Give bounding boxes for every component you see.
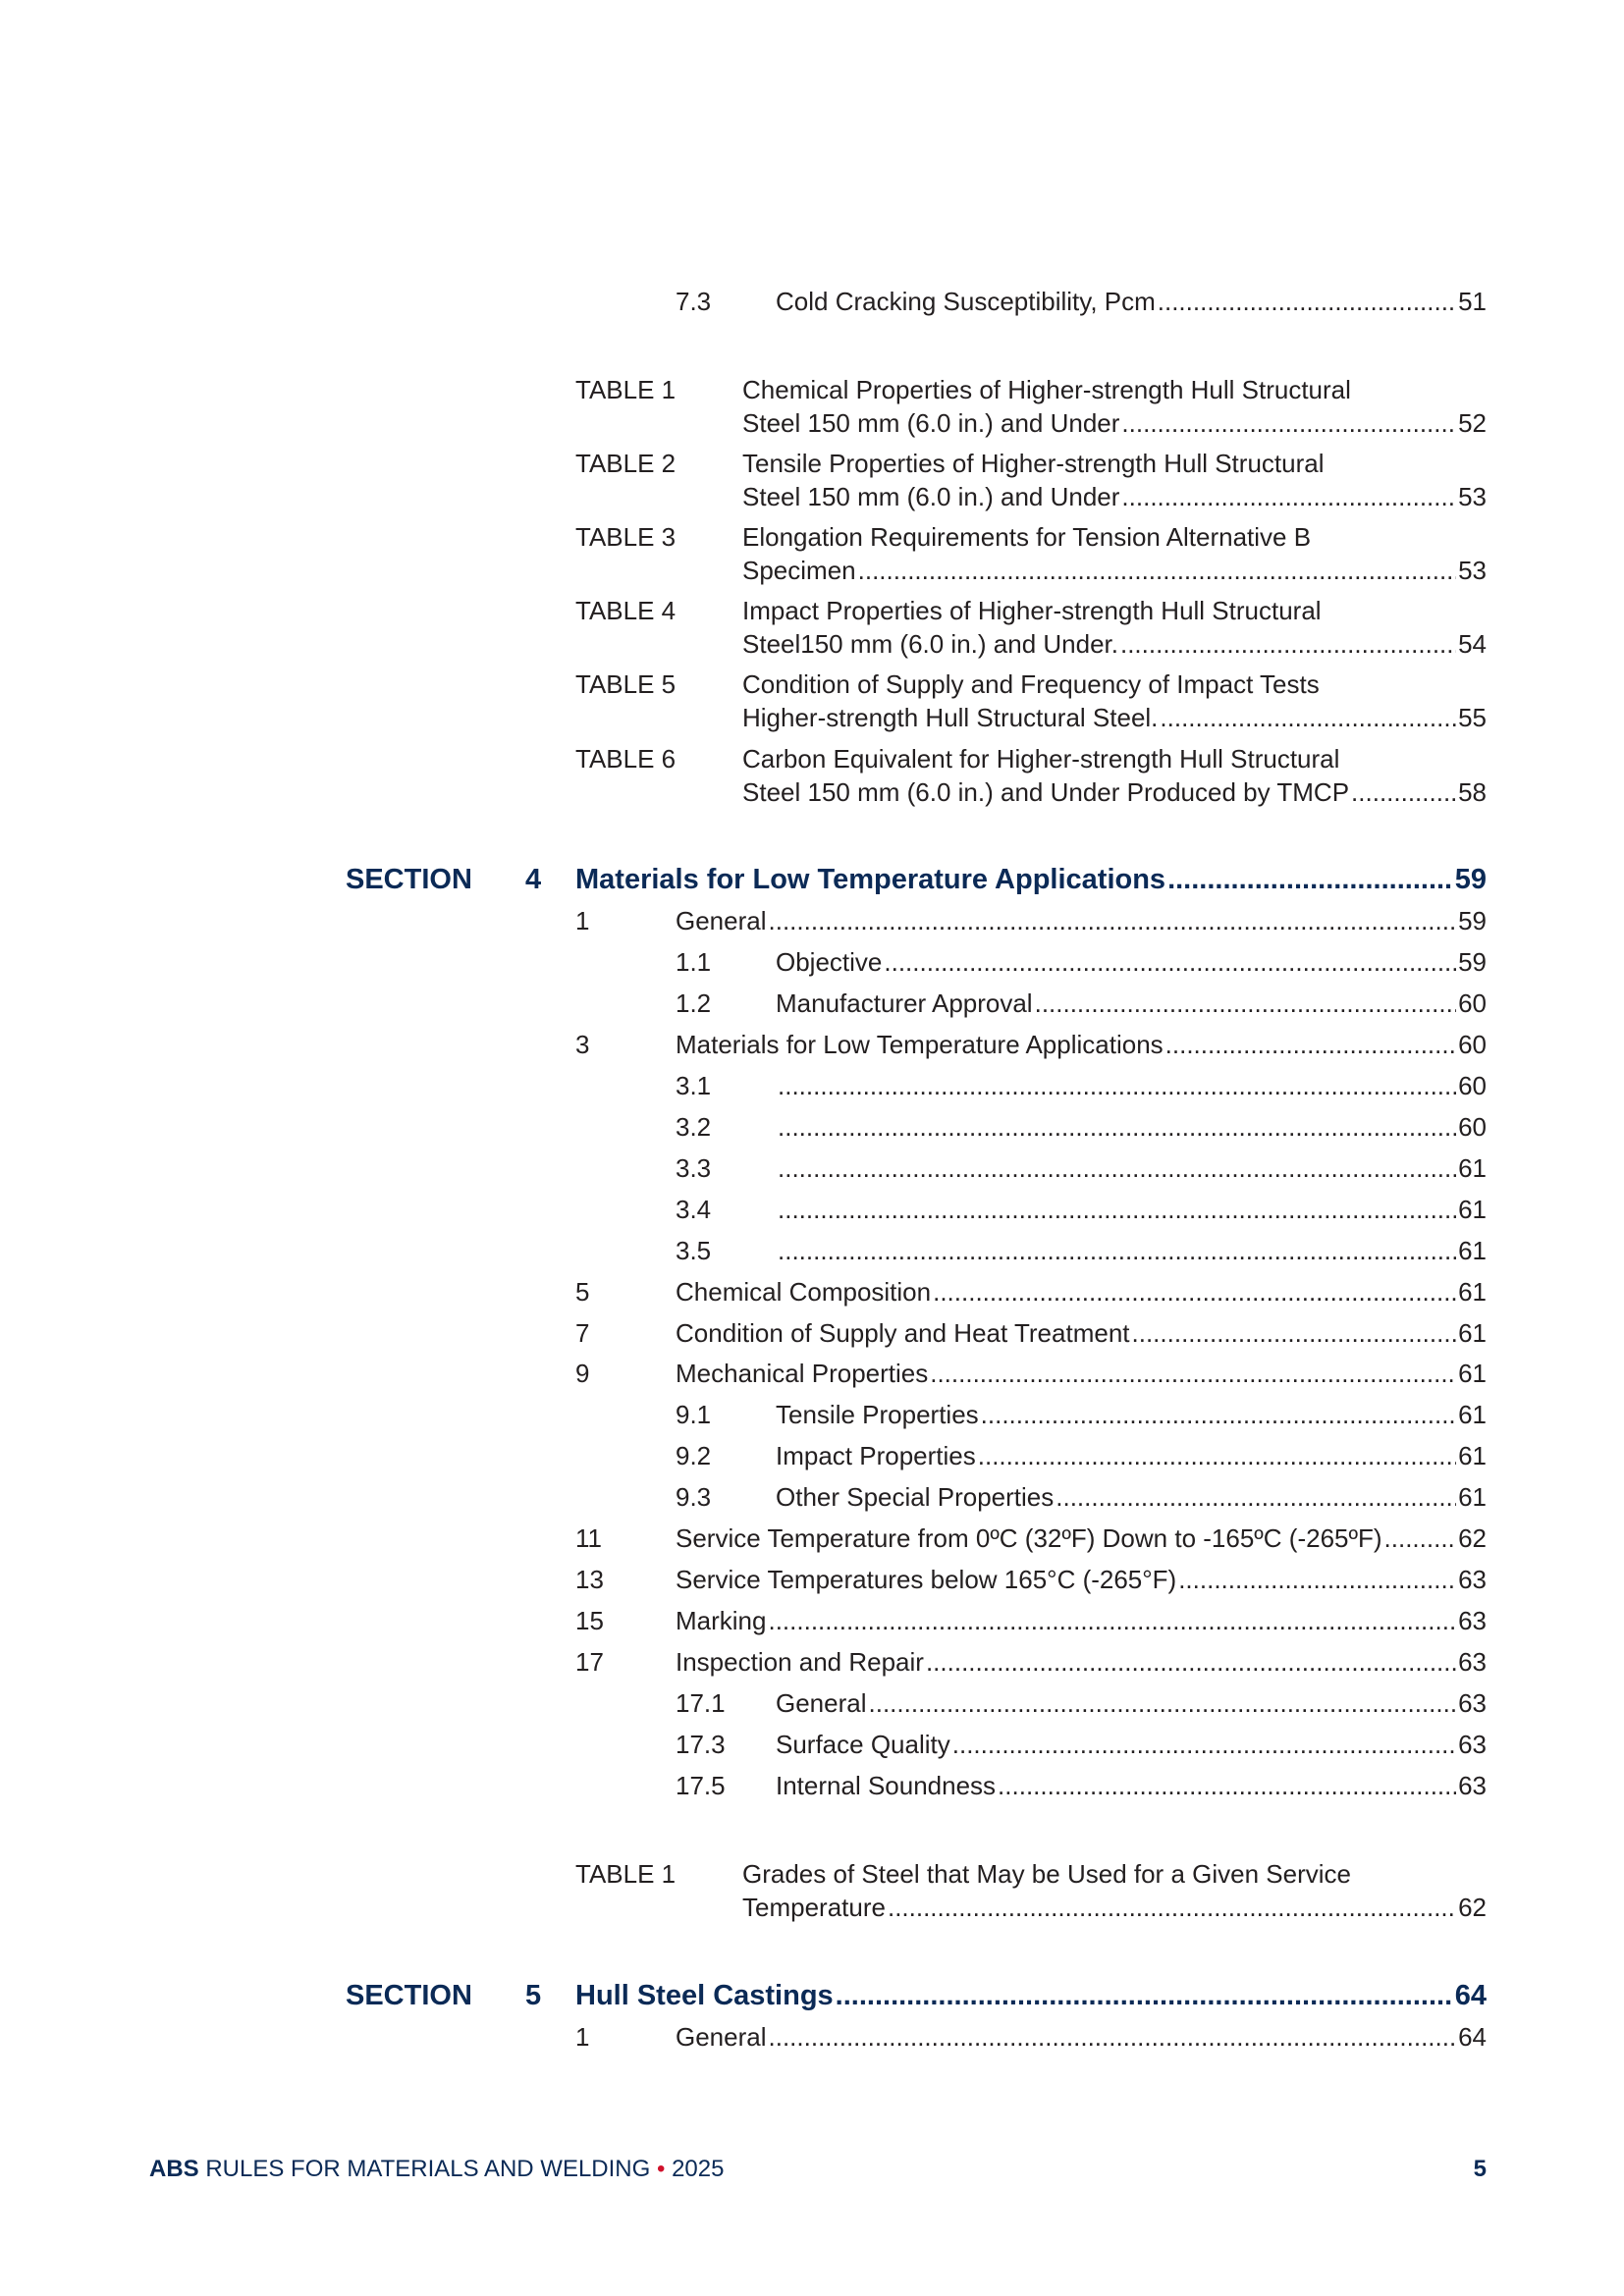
toc-entry-title: General [676, 906, 767, 935]
dot-leader [884, 945, 1456, 979]
toc-entry-number: 3.3 [676, 1152, 712, 1183]
toc-entry-title: Other Special Properties [776, 1482, 1055, 1513]
toc-entry-page: 59 [1458, 946, 1487, 977]
dot-leader [933, 1275, 1456, 1308]
toc-entry-page: 61 [1458, 1441, 1487, 1471]
table-title-line1: Tensile Properties of Higher-strength Hull Structural [742, 449, 1325, 478]
toc-entry-number: 17.5 [676, 1770, 726, 1800]
table-page: 53 [1458, 556, 1487, 585]
toc-entry-page: 63 [1458, 1730, 1487, 1759]
dot-leader [981, 1398, 1456, 1431]
toc-entry-title: Manufacturer Approval [776, 988, 1033, 1018]
table-title-line2: Steel 150 mm (6.0 in.) and Under Produced by TMCP [742, 777, 1350, 807]
table-label: TABLE 4 [575, 596, 677, 625]
dot-leader [888, 1891, 1456, 1924]
toc-entry-title: Inspection and Repair [676, 1647, 924, 1678]
toc-entry-page: 60 [1458, 1111, 1487, 1142]
toc-entry-page: 61 [1458, 1359, 1487, 1389]
table-title-line1: Grades of Steel that May be Used for a Given Service [742, 1859, 1351, 1889]
table-title-line1: Chemical Properties of Higher-strength Hull Structural [742, 375, 1351, 404]
toc-entry-number: 7 [575, 1317, 590, 1348]
toc-entry-number: 3.4 [676, 1194, 712, 1224]
toc-entry-number: 15 [575, 1606, 604, 1636]
footer-year: 2025 [672, 2156, 725, 2182]
dot-leader [930, 1357, 1456, 1390]
toc-entry-title: Chemical Composition [676, 1276, 932, 1307]
toc-entry-page: 61 [1458, 1276, 1487, 1307]
toc-entry-page: 61 [1458, 1152, 1487, 1183]
section-title: Materials for Low Temperature Applications [575, 864, 1166, 895]
toc-entry-number: 17.3 [676, 1730, 726, 1759]
toc-entry-page: 61 [1458, 1235, 1487, 1265]
table-title-line2: Steel 150 mm (6.0 in.) and Under [742, 482, 1120, 511]
table-label: TABLE 5 [575, 669, 677, 699]
table-title-line1: Impact Properties of Higher-strength Hull Structural [742, 596, 1322, 625]
dot-leader [768, 1604, 1456, 1637]
toc-entry-number: 9 [575, 1359, 590, 1389]
dot-leader [778, 1069, 1456, 1102]
dot-leader [869, 1686, 1457, 1720]
toc-entry-title: Materials for Low Temperature Applications [676, 1029, 1164, 1059]
section-number: 4 [525, 864, 542, 895]
toc-entry-page: 64 [1458, 2022, 1487, 2052]
toc-entry-number: 17 [575, 1647, 604, 1678]
table-label: TABLE 1 [575, 1859, 677, 1889]
toc-entry-page: 60 [1458, 1029, 1487, 1059]
toc-entry-number: 1 [575, 2022, 590, 2052]
toc-entry-title: Marking [676, 1606, 767, 1636]
table-title-line1: Carbon Equivalent for Higher-strength Hull Structural [742, 744, 1340, 774]
toc-entry-page: 51 [1458, 287, 1487, 316]
section-page: 59 [1454, 864, 1487, 895]
section-number: 5 [525, 1980, 542, 2011]
dot-leader [1121, 406, 1456, 440]
toc-entry-number: 13 [575, 1565, 604, 1595]
table-page: 54 [1458, 629, 1487, 659]
dot-leader [1035, 987, 1456, 1020]
toc-entry-title: Surface Quality [776, 1730, 950, 1759]
footer-title [149, 2156, 724, 2183]
toc-entry-page: 63 [1458, 1688, 1487, 1719]
toc-entry-number: 1.2 [676, 988, 712, 1018]
dot-leader [998, 1769, 1456, 1802]
toc-entry-title: Impact Properties [776, 1441, 976, 1471]
dot-leader [1132, 1316, 1457, 1350]
toc-entry-page: 63 [1458, 1647, 1487, 1678]
table-label: TABLE 1 [575, 375, 677, 404]
toc-entry-page: 63 [1458, 1770, 1487, 1800]
dot-leader [1158, 285, 1456, 318]
toc-entry-page: 62 [1458, 1523, 1487, 1554]
toc-entry-number: 1.1 [676, 946, 712, 977]
dot-leader [952, 1728, 1456, 1761]
toc-entry-page: 61 [1458, 1194, 1487, 1224]
dot-leader [769, 904, 1457, 937]
table-label: TABLE 2 [575, 449, 677, 478]
table-page: 58 [1458, 777, 1487, 807]
table-title-line2: Steel 150 mm (6.0 in.) and Under [742, 408, 1120, 438]
dot-leader [778, 1110, 1456, 1144]
dot-leader [769, 2020, 1457, 2054]
toc-entry-title: Mechanical Properties [676, 1359, 929, 1389]
dot-leader [1120, 627, 1456, 661]
table-page: 55 [1458, 703, 1487, 732]
toc-entry-page: 61 [1458, 1482, 1487, 1513]
dot-leader [1056, 1480, 1456, 1514]
toc-entry-number: 9.3 [676, 1482, 712, 1513]
toc-entry-page: 61 [1458, 1400, 1487, 1430]
toc-entry-title: Internal Soundness [776, 1770, 997, 1800]
toc-entry-page: 60 [1458, 1070, 1487, 1100]
toc-entry-page: 60 [1458, 988, 1487, 1018]
table-title-line1: Condition of Supply and Frequency of Impact Tests [742, 669, 1320, 699]
table-title-line2: Temperature [742, 1893, 886, 1922]
toc-entry-number: 9.1 [676, 1400, 712, 1430]
footer-doc-title: RULES FOR MATERIALS AND WELDING [205, 2156, 651, 2182]
footer-bullet: • [656, 2156, 666, 2182]
dot-leader [1165, 1028, 1456, 1061]
table-title-line1: Elongation Requirements for Tension Alternative B [742, 522, 1312, 552]
dot-leader [836, 1979, 1453, 2012]
toc-entry-title: General [776, 1688, 867, 1719]
footer-page-number: 5 [1473, 2156, 1487, 2182]
table-page: 62 [1458, 1893, 1487, 1922]
dot-leader [978, 1439, 1456, 1472]
toc-entry-page: 59 [1458, 906, 1487, 935]
toc-entry-number: 7.3 [676, 287, 712, 316]
dot-leader [1160, 701, 1456, 734]
table-label: TABLE 6 [575, 744, 677, 774]
section-title: Hull Steel Castings [575, 1980, 834, 2011]
toc-entry-number: 1 [575, 906, 590, 935]
toc-entry-page: 61 [1458, 1317, 1487, 1348]
toc-entry-title: Tensile Properties [776, 1400, 979, 1430]
dot-leader [778, 1193, 1456, 1226]
toc-entry-number: 5 [575, 1276, 590, 1307]
dot-leader [926, 1645, 1456, 1679]
toc-entry-title: Objective [776, 946, 883, 977]
dot-leader [778, 1151, 1456, 1185]
section-page: 64 [1454, 1980, 1487, 2011]
dot-leader [1121, 480, 1456, 513]
toc-entry-number: 3.2 [676, 1111, 712, 1142]
toc-entry-number: 3.5 [676, 1235, 712, 1265]
dot-leader [1351, 775, 1456, 809]
footer-brand: ABS [149, 2156, 199, 2182]
toc-entry-title: Service Temperature from 0ºC (32ºF) Down to -165ºC (-265ºF) [676, 1523, 1382, 1554]
table-page: 53 [1458, 482, 1487, 511]
toc-entry-number: 3.1 [676, 1070, 712, 1100]
table-title-line2: Steel150 mm (6.0 in.) and Under. [742, 629, 1118, 659]
table-label: TABLE 3 [575, 522, 677, 552]
dot-leader [858, 554, 1456, 587]
toc-entry-number: 3 [575, 1029, 590, 1059]
toc-entry-number: 17.1 [676, 1688, 726, 1719]
toc-entry-title: General [676, 2022, 767, 2052]
dot-leader [1167, 863, 1453, 896]
toc-entry-number: 9.2 [676, 1441, 712, 1471]
table-title-line2: Higher-strength Hull Structural Steel. [742, 703, 1159, 732]
toc-entry-page: 63 [1458, 1606, 1487, 1636]
dot-leader [1178, 1563, 1456, 1596]
toc-entry-number: 11 [575, 1523, 602, 1554]
table-title-line2: Specimen [742, 556, 856, 585]
dot-leader [1384, 1522, 1457, 1555]
section-label: SECTION [346, 864, 472, 895]
toc-entry-title: Service Temperatures below 165°C (-265°F) [676, 1565, 1177, 1595]
table-page: 52 [1458, 408, 1487, 438]
toc-entry-title: Cold Cracking Susceptibility, Pcm [776, 287, 1156, 316]
toc-entry-title: Condition of Supply and Heat Treatment [676, 1317, 1130, 1348]
toc-entry-page: 63 [1458, 1565, 1487, 1595]
section-label: SECTION [346, 1980, 472, 2011]
dot-leader [778, 1234, 1456, 1267]
